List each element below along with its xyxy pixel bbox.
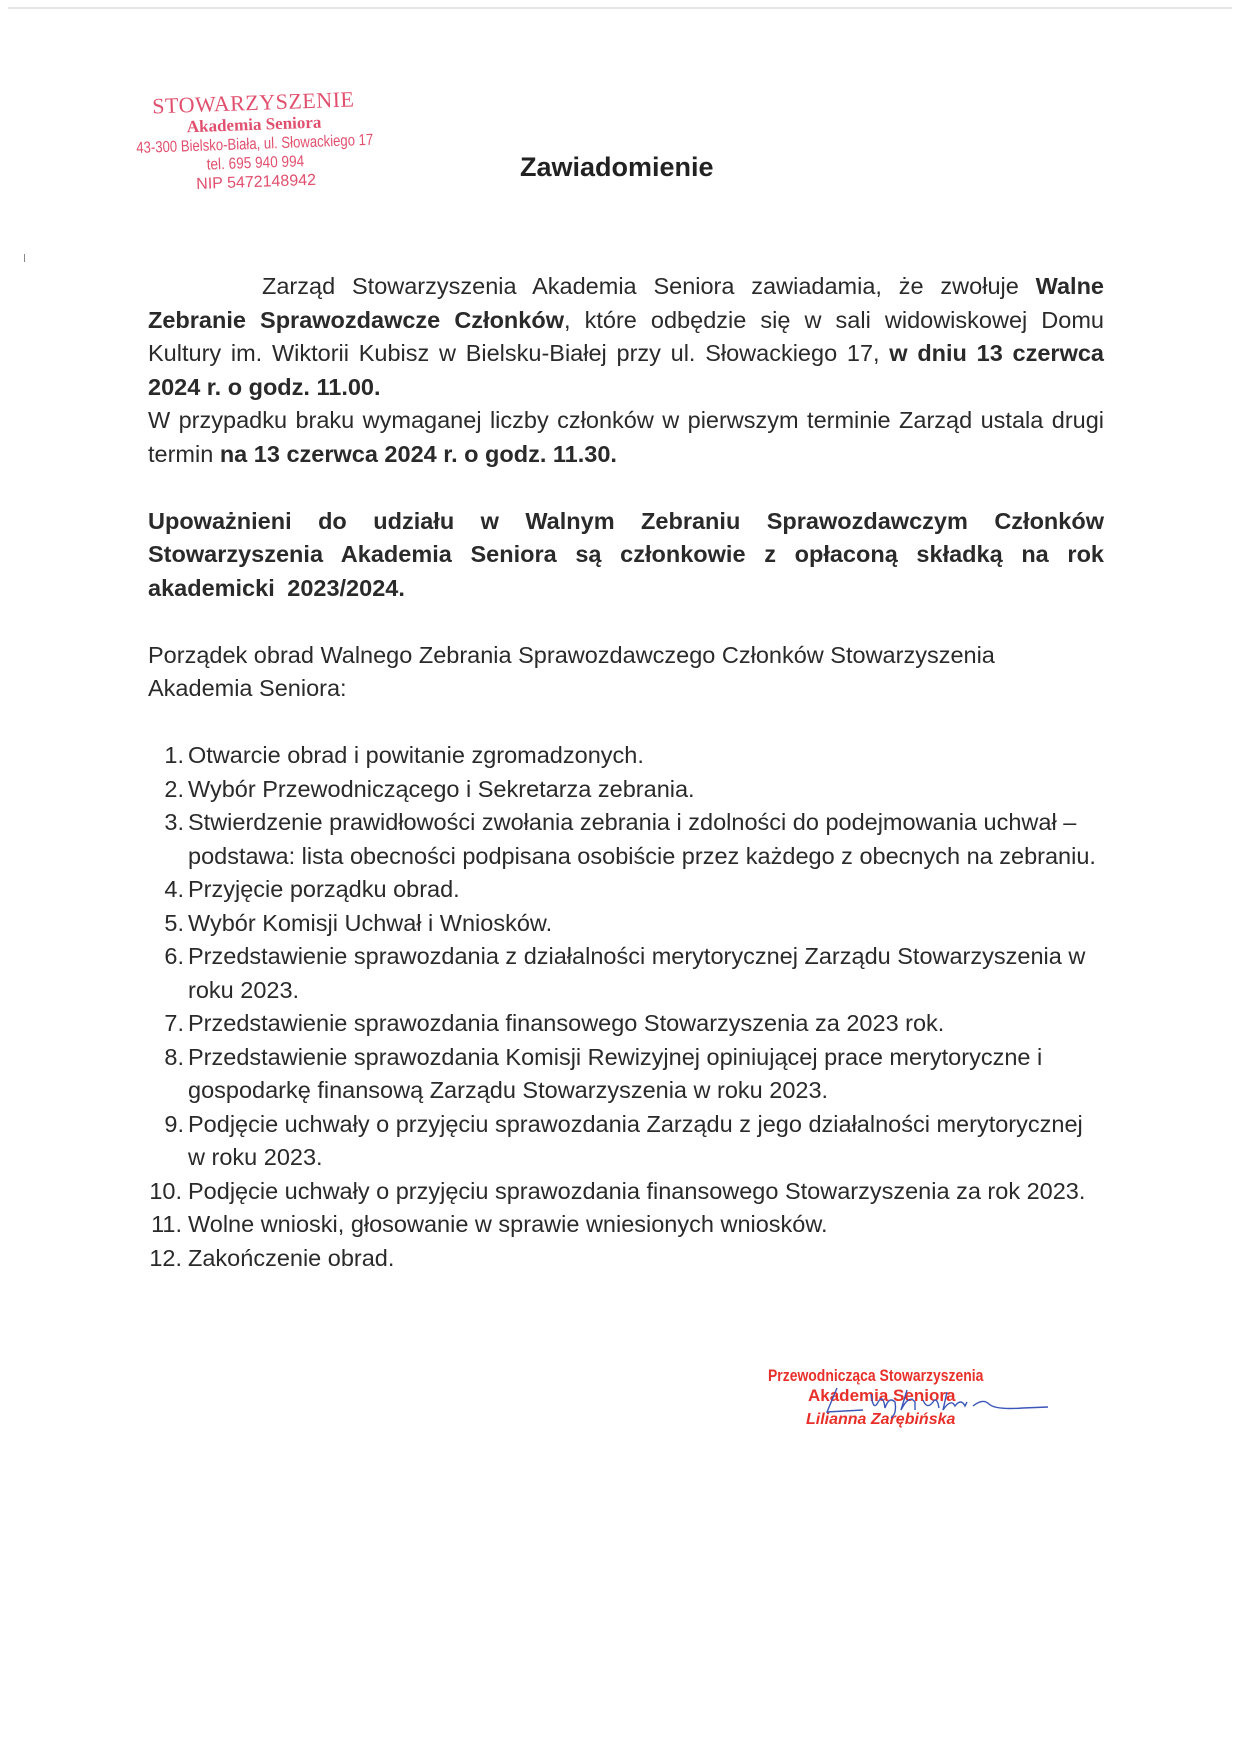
agenda-item: 7. Przedstawienie sprawozdania finansowego Stowarzyszenia za 2023 rok. — [164, 1010, 945, 1036]
organization-stamp — [108, 86, 401, 197]
agenda-item: 1. Otwarcie obrad i powitanie zgromadzonych. — [164, 742, 644, 768]
meeting-name: Walne Zebranie Sprawozdawcze Członków — [148, 273, 1104, 333]
agenda-item: 2. Wybór Przewodniczącego i Sekretarza zebrania. — [164, 775, 695, 802]
stamp-nip: NIP 5472148942 — [195, 171, 317, 193]
stamp-org-type: STOWARZYSZENIE — [151, 86, 355, 119]
agenda-intro: Porządek obrad Walnego Zebrania Sprawozdawczego Członków Stowarzyszenia Akademia Seniora: — [148, 641, 995, 701]
document-title: Zawiadomienie — [520, 152, 714, 182]
scan-mark — [24, 254, 25, 262]
agenda-item: 10. Podjęcie uchwały o przyjęciu sprawozdania finansowego Stowarzyszenia za rok 2023. — [149, 1177, 1086, 1204]
agenda-item: 3. Stwierdzenie prawidłowości zwołania zebrania i zdolności do podejmowania uchwał – podstawa: lista obecności podpisana osobiście przez każdego z obecnych na zebraniu. — [164, 809, 1096, 869]
meeting-date-second: na 13 czerwca 2024 r. o godz. 11.30. — [219, 440, 617, 467]
intro-paragraph — [148, 270, 1104, 404]
stamp-org-name: Akademia Seniora — [186, 112, 322, 137]
meeting-date-first: w dniu 13 czerwca 2024 r. o godz. 11.00. — [148, 340, 1104, 400]
agenda-item: 9. Podjęcie uchwały o przyjęciu sprawozdania Zarządu z jego działalności merytorycznej w roku 2023. — [164, 1110, 1083, 1170]
signature-block — [768, 1366, 1068, 1430]
signature-name: Lilianna Zarębińska — [806, 1411, 956, 1428]
document-body — [148, 270, 1104, 1275]
stamp-address: 43-300 Bielsko-Biała, ul. Słowackiego 17 — [136, 131, 374, 158]
agenda-item: 4. Przyjęcie porządku obrad. — [164, 876, 460, 902]
authorized-paragraph: Upoważnieni do udziału w Walnym Zebraniu Sprawozdawczym Członków Stowarzyszenia Akademia Seniora są członkowie z opłaconą składką na rok akademicki 2023/2024. — [148, 507, 1104, 601]
agenda-item: 8. Przedstawienie sprawozdania Komisji Rewizyjnej opiniującej prace merytoryczne i gospodarkę finansową Zarządu Stowarzyszenia w roku 2023. — [164, 1043, 1043, 1103]
intro-text-1: Zarząd Stowarzyszenia Akademia Seniora zawiadamia, że zwołuje — [262, 273, 1036, 299]
agenda-item: 6. Przedstawienie sprawozdania z działalności merytorycznej Zarządu Stowarzyszenia w roku 2023. — [164, 943, 1086, 1003]
intro-text-2: , które odbędzie się w sali widowiskowej Domu Kultury im. Wiktorii Kubisz w Bielsku-Białej przy ul. Słowackiego 17, — [148, 306, 1104, 366]
signature-org: Akademia Seniora — [808, 1386, 956, 1405]
second-term-text: W przypadku braku wymaganej liczby członków w pierwszym terminie Zarząd ustala drugi termin — [148, 407, 1104, 467]
agenda-item: 5. Wybór Komisji Uchwał i Wniosków. — [164, 909, 553, 936]
agenda-item: 12. Zakończenie obrad. — [149, 1244, 395, 1271]
signature-title: Przewodnicząca Stowarzyszenia — [768, 1366, 984, 1385]
second-term-paragraph — [148, 404, 1104, 471]
agenda-item: 11. Wolne wnioski, głosowanie w sprawie wniesionych wniosków. — [151, 1211, 828, 1237]
page-top-edge — [8, 7, 1232, 9]
stamp-phone: tel. 695 940 994 — [206, 153, 305, 174]
agenda-list — [148, 739, 1104, 1275]
handwritten-signature-icon — [823, 1380, 1053, 1420]
